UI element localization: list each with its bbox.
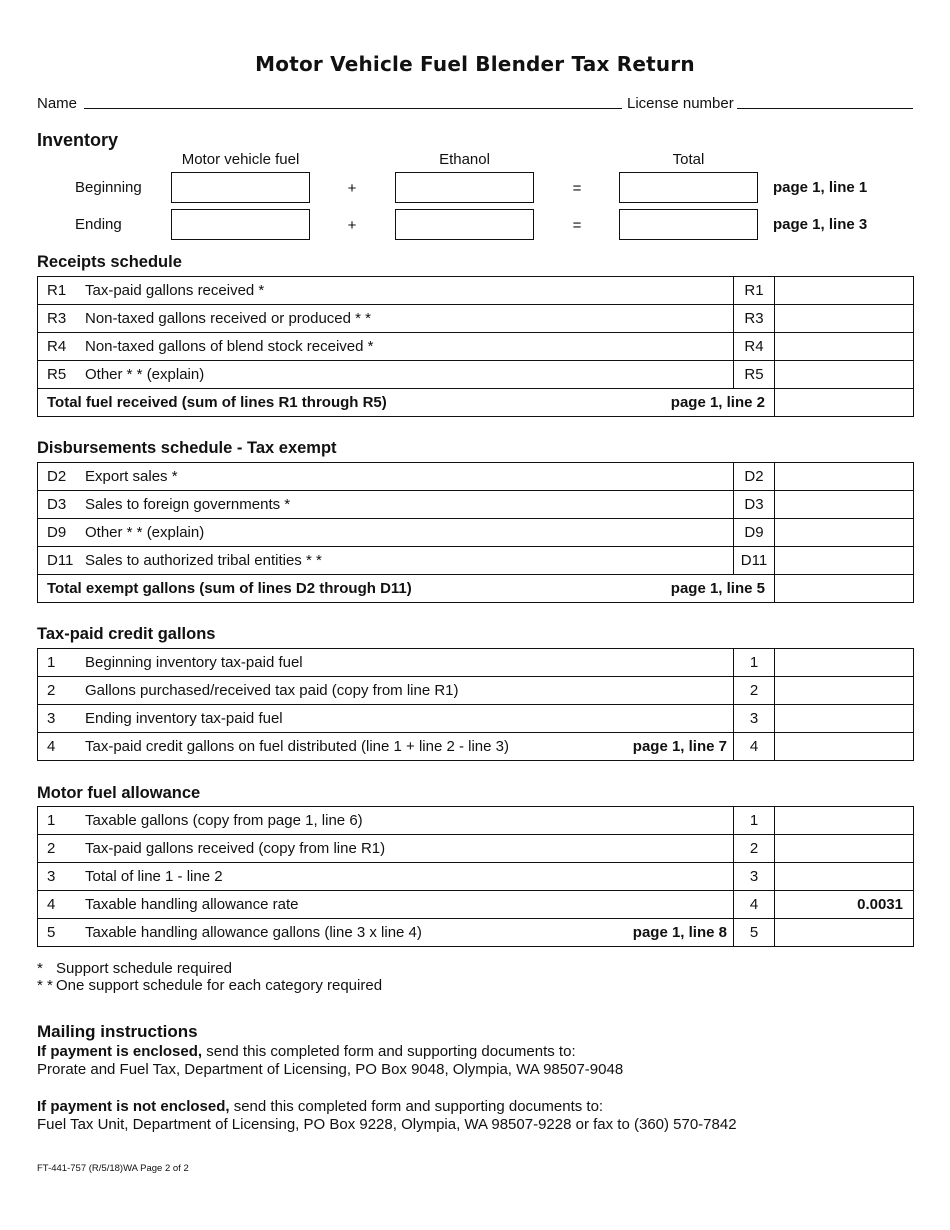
row-code: D3 [47, 496, 67, 513]
license-number-label: License number [627, 95, 734, 112]
amount-cell-d11[interactable] [775, 547, 914, 575]
row-number: 3 [47, 710, 56, 727]
row-number: 2 [47, 840, 56, 857]
row-code: R3 [47, 310, 67, 327]
mailing-not-enclosed-text: send this completed form and supporting documents to: [229, 1098, 604, 1115]
row-number: 1 [47, 654, 56, 671]
mailing-heading: Mailing instructions [37, 1022, 198, 1041]
amount-cell-r1[interactable] [775, 277, 914, 305]
allowance-table [37, 806, 914, 947]
allowance-heading: Motor fuel allowance [37, 784, 201, 802]
amount-cell-taxpaid-2[interactable] [775, 677, 914, 705]
page-ref: page 1, line 8 [632, 924, 727, 941]
receipts-table [37, 276, 914, 417]
footnote-text: One support schedule for each category required [56, 977, 383, 994]
row-description: Taxable handling allowance rate [85, 896, 299, 913]
ending-ethanol-input[interactable] [395, 209, 534, 240]
line-number: 3 [734, 705, 775, 733]
line-number: 4 [734, 733, 775, 761]
line-number: R3 [734, 305, 775, 333]
table-row [38, 305, 914, 333]
line-number: R4 [734, 333, 775, 361]
table-row [38, 835, 914, 863]
table-row [38, 863, 914, 891]
amount-cell-r5[interactable] [775, 361, 914, 389]
plus-sign: + [347, 180, 357, 197]
footnote-single-star [37, 960, 232, 977]
table-row [38, 333, 914, 361]
row-description: Sales to foreign governments * [85, 496, 291, 513]
row-description: Total of line 1 - line 2 [85, 868, 223, 885]
col-ethanol: Ethanol [439, 151, 490, 168]
total-row [38, 575, 914, 603]
ending-fuel-input[interactable] [171, 209, 310, 240]
row-description: Non-taxed gallons of blend stock received * [85, 338, 374, 355]
col-motor-vehicle-fuel: Motor vehicle fuel [181, 151, 300, 168]
mailing-enclosed-bold: If payment is enclosed, [37, 1043, 203, 1060]
row-number: 3 [47, 868, 56, 885]
table-row [38, 807, 914, 835]
mailing-enclosed-line [37, 1043, 576, 1060]
line-number: 1 [734, 649, 775, 677]
table-row [38, 491, 914, 519]
form-footer: FT-441-757 (R/5/18)WA Page 2 of 2 [37, 1163, 189, 1174]
row-number: 4 [47, 896, 56, 913]
row-description: Gallons purchased/received tax paid (copy from line R1) [85, 682, 459, 699]
mailing-enclosed-address: Prorate and Fuel Tax, Department of Licensing, PO Box 9048, Olympia, WA 98507-9048 [37, 1061, 624, 1078]
total-label: Total exempt gallons (sum of lines D2 through D11) [47, 580, 412, 597]
total-row [38, 389, 914, 417]
beginning-fuel-input[interactable] [171, 172, 310, 203]
col-total: Total [672, 151, 705, 168]
equals-sign: = [572, 217, 582, 234]
line-number: 2 [734, 835, 775, 863]
amount-cell-allowance-2[interactable] [775, 835, 914, 863]
name-label: Name [37, 95, 78, 112]
table-row [38, 733, 914, 761]
table-row [38, 463, 914, 491]
inventory-beginning-label: Beginning [75, 179, 142, 196]
footnote-mark: * * [37, 977, 53, 994]
line-number: 2 [734, 677, 775, 705]
row-description: Taxable gallons (copy from page 1, line 6) [85, 812, 363, 829]
table-row [38, 277, 914, 305]
total-page-ref: page 1, line 2 [670, 394, 765, 411]
inventory-heading: Inventory [37, 130, 119, 150]
beginning-total-input[interactable] [619, 172, 758, 203]
amount-cell-r4[interactable] [775, 333, 914, 361]
row-description: Tax-paid credit gallons on fuel distributed (line 1 + line 2 - line 3) [85, 738, 509, 755]
taxpaid-heading: Tax-paid credit gallons [37, 625, 216, 643]
table-row [38, 891, 914, 919]
mailing-not-enclosed-line [37, 1098, 603, 1115]
amount-cell-d3[interactable] [775, 491, 914, 519]
table-row [38, 677, 914, 705]
plus-sign: + [347, 217, 357, 234]
allowance-rate-value: 0.0031 [775, 891, 914, 919]
ending-page-ref: page 1, line 3 [773, 216, 868, 233]
line-number: D3 [734, 491, 775, 519]
row-number: 2 [47, 682, 56, 699]
disbursements-heading: Disbursements schedule - Tax exempt [37, 439, 337, 457]
form-title: Motor Vehicle Fuel Blender Tax Return [255, 52, 695, 76]
row-description: Ending inventory tax-paid fuel [85, 710, 283, 727]
row-description: Beginning inventory tax-paid fuel [85, 654, 303, 671]
table-row [38, 547, 914, 575]
amount-cell-taxpaid-4[interactable] [775, 733, 914, 761]
page-ref: page 1, line 7 [632, 738, 727, 755]
amount-cell-d9[interactable] [775, 519, 914, 547]
row-code: D9 [47, 524, 67, 541]
row-description: Export sales * [85, 468, 178, 485]
table-row [38, 649, 914, 677]
line-number: 3 [734, 863, 775, 891]
row-number: 4 [47, 738, 56, 755]
beginning-page-ref: page 1, line 1 [773, 179, 868, 196]
amount-cell-allowance-1[interactable] [775, 807, 914, 835]
disbursements-table [37, 462, 914, 603]
amount-cell-total-received[interactable] [775, 389, 914, 417]
table-row [38, 519, 914, 547]
line-number: D11 [734, 547, 775, 575]
row-code: R4 [47, 338, 67, 355]
amount-cell-r3[interactable] [775, 305, 914, 333]
row-code: R5 [47, 366, 67, 383]
taxpaid-table [37, 648, 914, 761]
table-row [38, 361, 914, 389]
row-description: Sales to authorized tribal entities * * [85, 552, 322, 569]
mailing-enclosed-text: send this completed form and supporting documents to: [202, 1043, 576, 1060]
table-row [38, 919, 914, 947]
amount-cell-taxpaid-1[interactable] [775, 649, 914, 677]
mailing-not-enclosed-bold: If payment is not enclosed, [37, 1098, 230, 1115]
line-number: 1 [734, 807, 775, 835]
receipts-heading: Receipts schedule [37, 253, 182, 271]
inventory-ending-label: Ending [75, 216, 122, 233]
row-number: 1 [47, 812, 56, 829]
row-description: Non-taxed gallons received or produced * * [85, 310, 372, 327]
footnote-mark: * [37, 960, 43, 977]
footnote-double-star [37, 977, 382, 994]
row-number: 5 [47, 924, 56, 941]
total-page-ref: page 1, line 5 [670, 580, 765, 597]
line-number: 4 [734, 891, 775, 919]
row-description: Tax-paid gallons received * [85, 282, 265, 299]
row-description: Other * * (explain) [85, 366, 205, 383]
row-code: D11 [47, 552, 74, 569]
row-code: D2 [47, 468, 67, 485]
name-field[interactable] [84, 108, 622, 109]
amount-cell-d2[interactable] [775, 463, 914, 491]
table-row [38, 705, 914, 733]
line-number: R1 [734, 277, 775, 305]
row-description: Tax-paid gallons received (copy from line R1) [85, 840, 386, 857]
amount-cell-total-exempt[interactable] [775, 575, 914, 603]
row-description: Other * * (explain) [85, 524, 205, 541]
line-number: 5 [734, 919, 775, 947]
line-number: D2 [734, 463, 775, 491]
amount-cell-allowance-5[interactable] [775, 919, 914, 947]
line-number: D9 [734, 519, 775, 547]
ending-total-input[interactable] [619, 209, 758, 240]
license-number-field[interactable] [737, 108, 913, 109]
equals-sign: = [572, 180, 582, 197]
row-code: R1 [47, 282, 67, 299]
line-number: R5 [734, 361, 775, 389]
mailing-not-enclosed-address: Fuel Tax Unit, Department of Licensing, PO Box 9228, Olympia, WA 98507-9228 or fax to (360) 570-7842 [37, 1116, 737, 1133]
amount-cell-allowance-3[interactable] [775, 863, 914, 891]
beginning-ethanol-input[interactable] [395, 172, 534, 203]
amount-cell-taxpaid-3[interactable] [775, 705, 914, 733]
total-label: Total fuel received (sum of lines R1 through R5) [47, 394, 387, 411]
row-description: Taxable handling allowance gallons (line 3 x line 4) [85, 924, 422, 941]
footnote-text: Support schedule required [56, 960, 232, 977]
